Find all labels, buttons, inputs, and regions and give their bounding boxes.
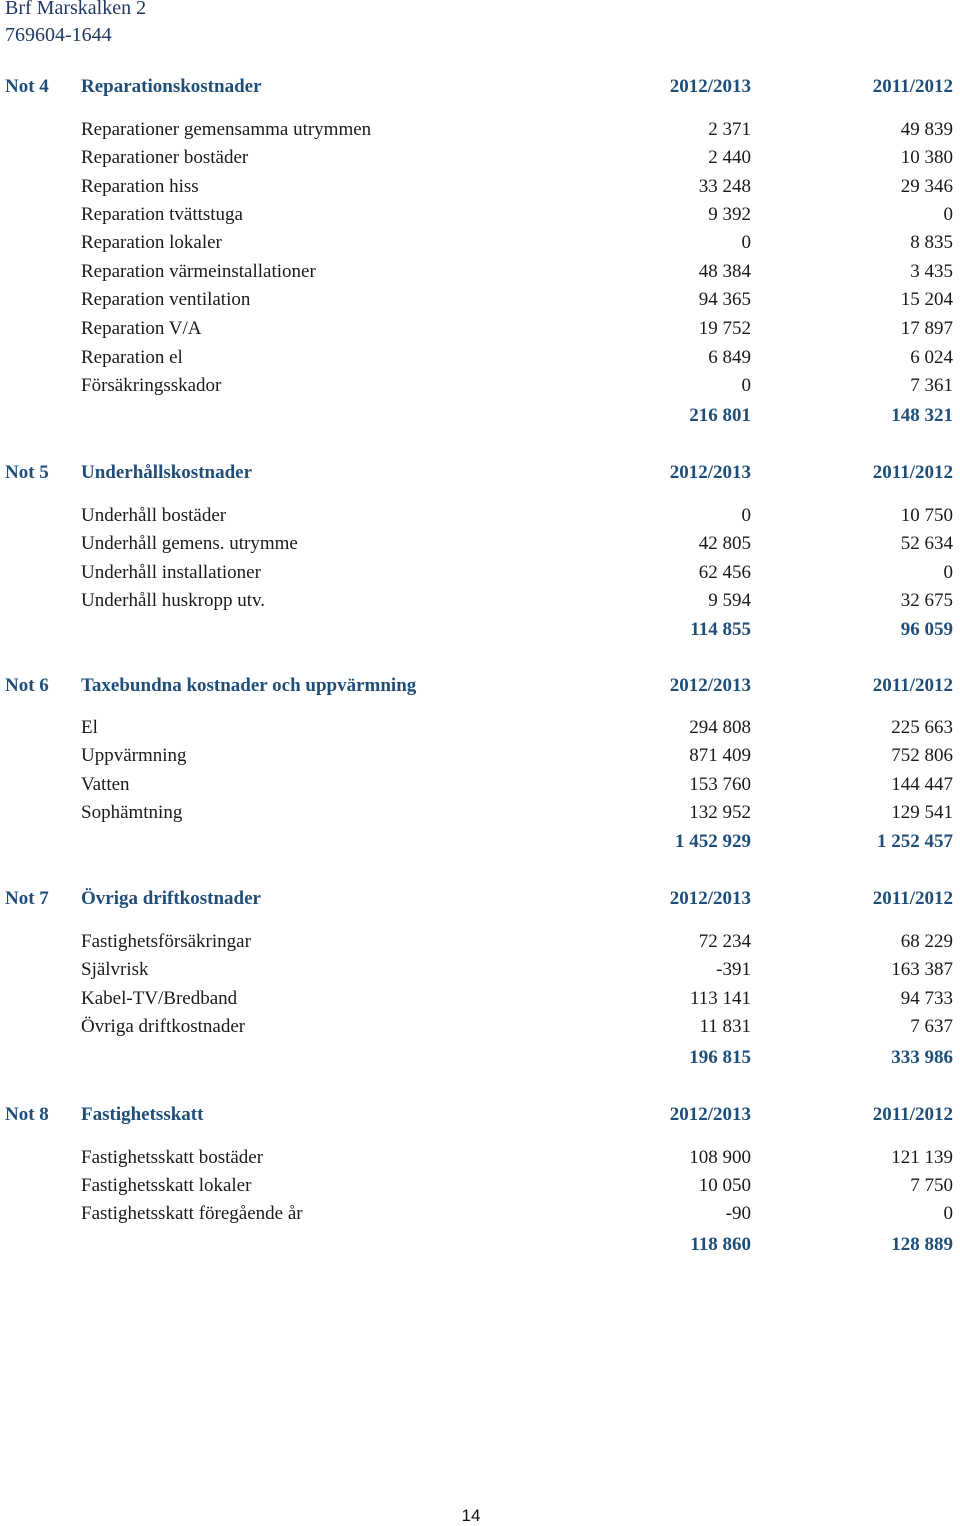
value-current-year: 871 409 bbox=[689, 745, 751, 766]
total-current-year: 196 815 bbox=[689, 1047, 751, 1068]
total-row bbox=[0, 828, 960, 856]
value-current-year: 113 141 bbox=[689, 988, 751, 1009]
total-previous-year: 148 321 bbox=[891, 405, 953, 426]
table-row bbox=[0, 372, 960, 400]
table-row bbox=[0, 587, 960, 615]
value-previous-year: 144 447 bbox=[891, 774, 953, 795]
column-header-current-year: 2012/2013 bbox=[669, 462, 751, 483]
page-number: 14 bbox=[461, 1506, 481, 1525]
table-row bbox=[0, 530, 960, 558]
table-row bbox=[0, 771, 960, 799]
note-header bbox=[0, 672, 960, 700]
table-row bbox=[0, 344, 960, 372]
note-number: Not 5 bbox=[5, 462, 49, 483]
note-header bbox=[0, 885, 960, 913]
row-label: Fastighetsskatt bostäder bbox=[81, 1147, 264, 1168]
column-header-current-year: 2012/2013 bbox=[669, 76, 751, 97]
note-number: Not 6 bbox=[5, 675, 49, 696]
value-current-year: 9 594 bbox=[708, 590, 751, 611]
value-current-year: 2 371 bbox=[708, 119, 751, 140]
row-label: Övriga driftkostnader bbox=[81, 1016, 246, 1037]
value-previous-year: 121 139 bbox=[891, 1147, 953, 1168]
value-previous-year: 163 387 bbox=[891, 959, 953, 980]
value-current-year: 42 805 bbox=[698, 533, 751, 554]
note-number: Not 7 bbox=[5, 888, 49, 909]
table-row bbox=[0, 956, 960, 984]
row-label: Försäkringsskador bbox=[81, 375, 222, 396]
value-current-year: 0 bbox=[741, 505, 751, 526]
organization-name: Brf Marskalken 2 bbox=[5, 0, 147, 19]
value-previous-year: 0 bbox=[943, 1203, 953, 1224]
value-previous-year: 7 750 bbox=[910, 1175, 953, 1196]
row-label: Sophämtning bbox=[81, 802, 183, 823]
note-header bbox=[0, 73, 960, 101]
value-current-year: 132 952 bbox=[689, 802, 751, 823]
note-title: Övriga driftkostnader bbox=[81, 888, 261, 909]
note-title: Fastighetsskatt bbox=[81, 1104, 204, 1125]
table-row bbox=[0, 173, 960, 201]
total-row bbox=[0, 402, 960, 430]
table-row bbox=[0, 1200, 960, 1228]
table-row bbox=[0, 1013, 960, 1041]
value-previous-year: 7 637 bbox=[910, 1016, 953, 1037]
row-label: Uppvärmning bbox=[81, 745, 187, 766]
table-row bbox=[0, 116, 960, 144]
value-previous-year: 0 bbox=[943, 204, 953, 225]
row-label: Fastighetsförsäkringar bbox=[81, 931, 251, 952]
value-previous-year: 8 835 bbox=[910, 232, 953, 253]
column-header-previous-year: 2011/2012 bbox=[872, 675, 953, 696]
value-current-year: 11 831 bbox=[699, 1016, 751, 1037]
value-current-year: 10 050 bbox=[698, 1175, 751, 1196]
note-number: Not 8 bbox=[5, 1104, 49, 1125]
value-previous-year: 3 435 bbox=[910, 261, 953, 282]
value-previous-year: 17 897 bbox=[900, 318, 953, 339]
value-current-year: 153 760 bbox=[689, 774, 751, 795]
value-previous-year: 10 750 bbox=[900, 505, 953, 526]
row-label: Reparation V/A bbox=[81, 318, 202, 339]
value-previous-year: 94 733 bbox=[900, 988, 953, 1009]
value-current-year: 2 440 bbox=[708, 147, 751, 168]
table-row bbox=[0, 315, 960, 343]
value-previous-year: 0 bbox=[943, 562, 953, 583]
note-header bbox=[0, 1101, 960, 1129]
value-current-year: 62 456 bbox=[698, 562, 751, 583]
value-previous-year: 10 380 bbox=[900, 147, 953, 168]
column-header-current-year: 2012/2013 bbox=[669, 1104, 751, 1125]
table-row bbox=[0, 742, 960, 770]
total-previous-year: 333 986 bbox=[891, 1047, 953, 1068]
table-row bbox=[0, 1144, 960, 1172]
value-current-year: 33 248 bbox=[698, 176, 751, 197]
note-title: Underhållskostnader bbox=[81, 462, 253, 483]
value-previous-year: 68 229 bbox=[900, 931, 953, 952]
row-label: Underhåll huskropp utv. bbox=[81, 590, 265, 611]
row-label: Kabel-TV/Bredband bbox=[81, 988, 238, 1009]
value-previous-year: 752 806 bbox=[891, 745, 953, 766]
column-header-previous-year: 2011/2012 bbox=[872, 462, 953, 483]
note-number: Not 4 bbox=[5, 76, 49, 97]
value-current-year: 48 384 bbox=[698, 261, 751, 282]
row-label: Reparation ventilation bbox=[81, 289, 251, 310]
table-row bbox=[0, 286, 960, 314]
value-previous-year: 32 675 bbox=[900, 590, 953, 611]
table-row bbox=[0, 559, 960, 587]
table-row bbox=[0, 985, 960, 1013]
row-label: Reparation värmeinstallationer bbox=[81, 261, 316, 282]
note-title: Taxebundna kostnader och uppvärmning bbox=[81, 675, 417, 696]
value-previous-year: 7 361 bbox=[910, 375, 953, 396]
value-current-year: 94 365 bbox=[698, 289, 751, 310]
value-current-year: -90 bbox=[725, 1203, 751, 1224]
organization-number: 769604-1644 bbox=[5, 24, 112, 46]
table-row bbox=[0, 799, 960, 827]
total-current-year: 216 801 bbox=[689, 405, 751, 426]
value-current-year: 108 900 bbox=[689, 1147, 751, 1168]
row-label: Reparation hiss bbox=[81, 176, 199, 197]
column-header-previous-year: 2011/2012 bbox=[872, 76, 953, 97]
value-current-year: 6 849 bbox=[708, 347, 751, 368]
value-current-year: 294 808 bbox=[689, 717, 751, 738]
row-label: Fastighetsskatt lokaler bbox=[81, 1175, 252, 1196]
row-label: Underhåll bostäder bbox=[81, 505, 227, 526]
column-header-current-year: 2012/2013 bbox=[669, 888, 751, 909]
row-label: Vatten bbox=[81, 774, 130, 795]
table-row bbox=[0, 229, 960, 257]
row-label: Reparation el bbox=[81, 347, 183, 368]
row-label: Underhåll gemens. utrymme bbox=[81, 533, 298, 554]
total-row bbox=[0, 1231, 960, 1259]
table-row bbox=[0, 502, 960, 530]
column-header-current-year: 2012/2013 bbox=[669, 675, 751, 696]
row-label: Reparationer gemensamma utrymmen bbox=[81, 119, 372, 140]
note-header bbox=[0, 459, 960, 487]
total-row bbox=[0, 1044, 960, 1072]
value-current-year: 9 392 bbox=[708, 204, 751, 225]
total-current-year: 1 452 929 bbox=[675, 831, 751, 852]
value-previous-year: 225 663 bbox=[891, 717, 953, 738]
value-previous-year: 52 634 bbox=[900, 533, 953, 554]
row-label: Reparationer bostäder bbox=[81, 147, 249, 168]
table-row bbox=[0, 201, 960, 229]
value-current-year: 0 bbox=[741, 375, 751, 396]
value-previous-year: 29 346 bbox=[900, 176, 953, 197]
row-label: Självrisk bbox=[81, 959, 149, 980]
total-row bbox=[0, 616, 960, 644]
value-current-year: 72 234 bbox=[698, 931, 751, 952]
total-previous-year: 128 889 bbox=[891, 1234, 953, 1255]
value-previous-year: 49 839 bbox=[900, 119, 953, 140]
table-row bbox=[0, 928, 960, 956]
total-current-year: 118 860 bbox=[690, 1234, 751, 1255]
table-row bbox=[0, 144, 960, 172]
column-header-previous-year: 2011/2012 bbox=[872, 888, 953, 909]
table-row bbox=[0, 1172, 960, 1200]
row-label: El bbox=[81, 717, 98, 738]
value-previous-year: 6 024 bbox=[910, 347, 953, 368]
total-previous-year: 96 059 bbox=[900, 619, 953, 640]
total-current-year: 114 855 bbox=[690, 619, 751, 640]
value-previous-year: 129 541 bbox=[891, 802, 953, 823]
table-row bbox=[0, 714, 960, 742]
row-label: Reparation lokaler bbox=[81, 232, 222, 253]
value-current-year: 0 bbox=[741, 232, 751, 253]
value-current-year: -391 bbox=[716, 959, 751, 980]
column-header-previous-year: 2011/2012 bbox=[872, 1104, 953, 1125]
value-current-year: 19 752 bbox=[698, 318, 751, 339]
note-title: Reparationskostnader bbox=[81, 76, 262, 97]
total-previous-year: 1 252 457 bbox=[877, 831, 953, 852]
table-row bbox=[0, 258, 960, 286]
row-label: Underhåll installationer bbox=[81, 562, 261, 583]
value-previous-year: 15 204 bbox=[900, 289, 953, 310]
row-label: Fastighetsskatt föregående år bbox=[81, 1203, 303, 1224]
row-label: Reparation tvättstuga bbox=[81, 204, 243, 225]
